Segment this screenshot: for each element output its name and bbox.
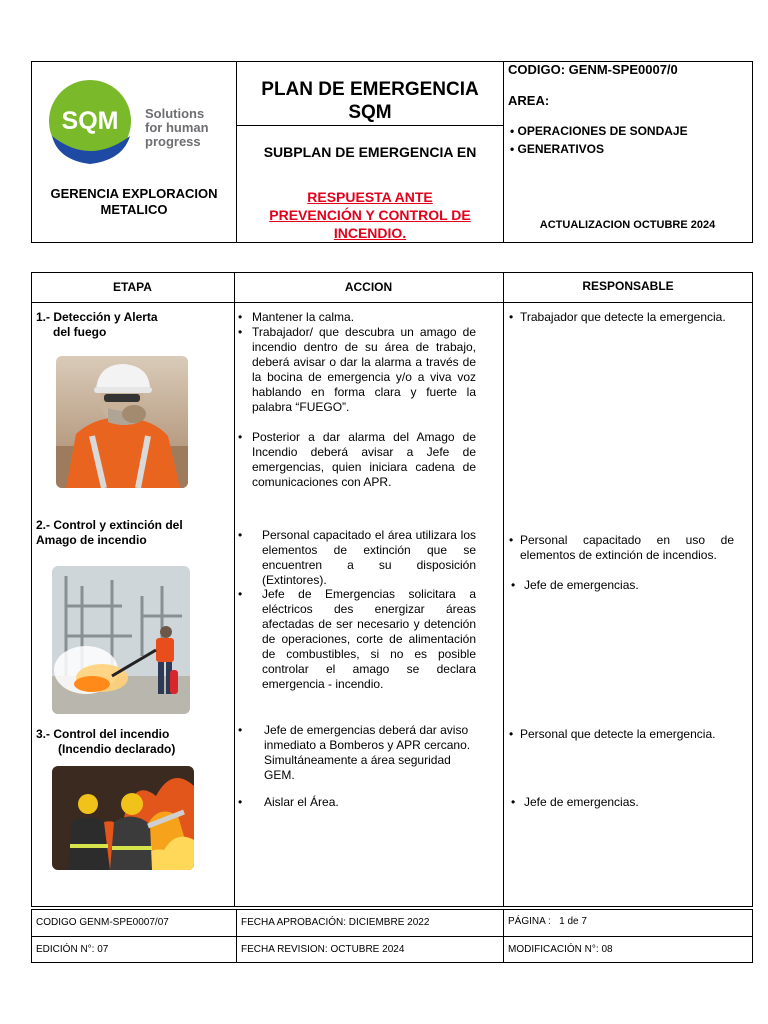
- accion-3-1: • Jefe de emergencias deberá dar aviso inmediato a Bomberos y APR cercano. Simultáneamente a área seguridad GEM.: [238, 723, 471, 782]
- responsable-text: Jefe de emergencias.: [524, 578, 639, 592]
- footer-modificacion: MODIFICACIÓN N°: 08: [508, 944, 613, 955]
- area-list: [510, 122, 688, 158]
- fire-extinguisher-photo: [52, 566, 190, 714]
- responsable-text: Personal que detecte la emergencia.: [520, 727, 716, 741]
- etapa-1-line-1: 1.- Detección y Alerta: [36, 310, 158, 324]
- respuesta-line-2: PREVENCIÓN Y CONTROL DE: [269, 207, 471, 223]
- footer-divider-2: [503, 909, 504, 963]
- accion-text: Mantener la calma.: [252, 310, 355, 324]
- logo-tagline-2: for human: [145, 120, 209, 135]
- responsable-text: Personal capacitado en uso de elementos de extinción de incendios.: [520, 533, 734, 562]
- etapa-3-line-1: 3.- Control del incendio: [36, 727, 170, 741]
- worker-covering-face-photo: [56, 356, 188, 488]
- accion-1-3: • Posterior a dar alarma del Amago de Incendio deberá avisar a Jefe de emergencias, quien iniciara cadena de comunicaciones con APR.: [238, 430, 476, 489]
- accion-3-2: • Aislar el Área.: [238, 795, 339, 809]
- accion-text: Personal capacitado el área utilizara los elementos de extinción que se encuentren a su disposición (Extintores).: [262, 528, 476, 587]
- footer-fecha-aprobacion: FECHA APROBACIÓN: DICIEMBRE 2022: [241, 917, 430, 928]
- area-item: • OPERACIONES DE SONDAJE: [510, 124, 688, 138]
- header-accion: ACCION: [344, 280, 393, 294]
- accion-1-1: • Mantener la calma.: [238, 310, 355, 324]
- plan-title-line-1: PLAN DE EMERGENCIA: [261, 79, 479, 100]
- footer-edicion: EDICIÓN N°: 07: [36, 944, 109, 955]
- etapa-1-line-2: del fuego: [53, 325, 107, 339]
- accion-text: Jefe de Emergencias solicitara a eléctricos des energizar áreas afectadas de ser necesario y detención de operaciones, corte de alimentación de combustibles, si no es posible controlar el amago se declara emergencia - incendio.: [262, 587, 476, 691]
- table-divider-1: [234, 272, 235, 907]
- header-responsable: RESPONSABLE: [582, 279, 674, 293]
- accion-text: Posterior a dar alarma del Amago de Incendio deberá avisar a Jefe de emergencias, quien iniciara cadena de comunicaciones con APR.: [252, 430, 476, 489]
- area-label: AREA:: [508, 93, 550, 108]
- logo-tagline-3: progress: [145, 134, 201, 149]
- header-title-divider: [236, 125, 504, 126]
- table-divider-2: [503, 272, 504, 907]
- gerencia-label: [40, 186, 228, 218]
- footer-fecha-revision: FECHA REVISION: OCTUBRE 2024: [241, 944, 405, 955]
- responsable-1-1: • Trabajador que detecte la emergencia.: [509, 310, 726, 324]
- footer-divider-1: [236, 909, 237, 963]
- gerencia-line-1: GERENCIA EXPLORACION: [50, 186, 218, 201]
- document-code: CODIGO: GENM-SPE0007/0: [508, 62, 678, 77]
- etapa-2-line-1: 2.- Control y extinción del: [36, 518, 183, 532]
- etapa-3-title: [36, 727, 175, 757]
- etapa-2-title: [36, 518, 183, 548]
- actualizacion-label: ACTUALIZACION OCTUBRE 2024: [539, 219, 716, 231]
- logo-brand-text: SQM: [61, 107, 119, 135]
- logo-tagline-1: Solutions: [145, 106, 205, 121]
- header-etapa: ETAPA: [113, 280, 152, 294]
- accion-text: Jefe de emergencias deberá dar aviso inmediato a Bomberos y APR cercano. Simultáneamente a área seguridad GEM.: [264, 723, 471, 782]
- respuesta-line-1: RESPUESTA ANTE: [307, 189, 433, 205]
- area-item: • GENERATIVOS: [510, 142, 605, 156]
- responsable-3-2: • Jefe de emergencias.: [511, 795, 639, 809]
- accion-2-1: • Personal capacitado el área utilizara los elementos de extinción que se encuentren a su disposición (Extintores).: [238, 528, 476, 587]
- accion-1-2: • Trabajador/ que descubra un amago de incendio dentro de su área de trabajo, deberá avisar o dar la alarma a través de la bocina de emergencia y/o a viva voz hablando en forma clara y fuerte la palabra “FUEGO”.: [238, 325, 476, 414]
- responsable-2-1: • Personal capacitado en uso de elementos de extinción de incendios.: [509, 533, 734, 562]
- responsable-2-2: • Jefe de emergencias.: [511, 578, 639, 592]
- etapa-1-title: [36, 310, 158, 340]
- respuesta-title: [237, 188, 503, 242]
- subplan-label: SUBPLAN DE EMERGENCIA EN: [263, 144, 477, 160]
- responsable-text: Trabajador que detecte la emergencia.: [520, 310, 726, 324]
- etapa-3-line-2: (Incendio declarado): [58, 742, 176, 756]
- plan-title-line-2: SQM: [348, 102, 392, 123]
- etapa-2-line-2: Amago de incendio: [36, 533, 147, 547]
- area-item-text: GENERATIVOS: [517, 142, 605, 156]
- respuesta-line-3: INCENDIO.: [333, 225, 407, 241]
- table-header-divider: [31, 302, 753, 303]
- accion-2-2: • Jefe de Emergencias solicitara a eléctricos des energizar áreas afectadas de ser necesario y detención de operaciones, corte de alimentación de combustibles, si no es posible controlar el amago se declara emergencia - incendio.: [238, 587, 476, 691]
- footer-pagina: PÁGINA : 1 de 7: [508, 916, 587, 927]
- accion-text: Aislar el Área.: [264, 795, 339, 809]
- footer-row-divider: [31, 936, 753, 937]
- responsable-3-1: • Personal que detecte la emergencia.: [509, 727, 716, 741]
- firefighters-photo: [52, 766, 194, 870]
- area-item-text: OPERACIONES DE SONDAJE: [517, 124, 688, 138]
- sqm-logo: [48, 78, 228, 173]
- accion-text: Trabajador/ que descubra un amago de incendio dentro de su área de trabajo, deberá avisar o dar la alarma a través de la bocina de emergencia y/o a viva voz hablando en forma clara y fuerte la palabra “FUEGO”.: [252, 325, 476, 414]
- responsable-text: Jefe de emergencias.: [524, 795, 639, 809]
- footer-codigo: CODIGO GENM-SPE0007/07: [36, 917, 169, 928]
- gerencia-line-2: METALICO: [100, 202, 168, 217]
- header-divider-2: [503, 61, 504, 243]
- plan-title: [237, 78, 503, 124]
